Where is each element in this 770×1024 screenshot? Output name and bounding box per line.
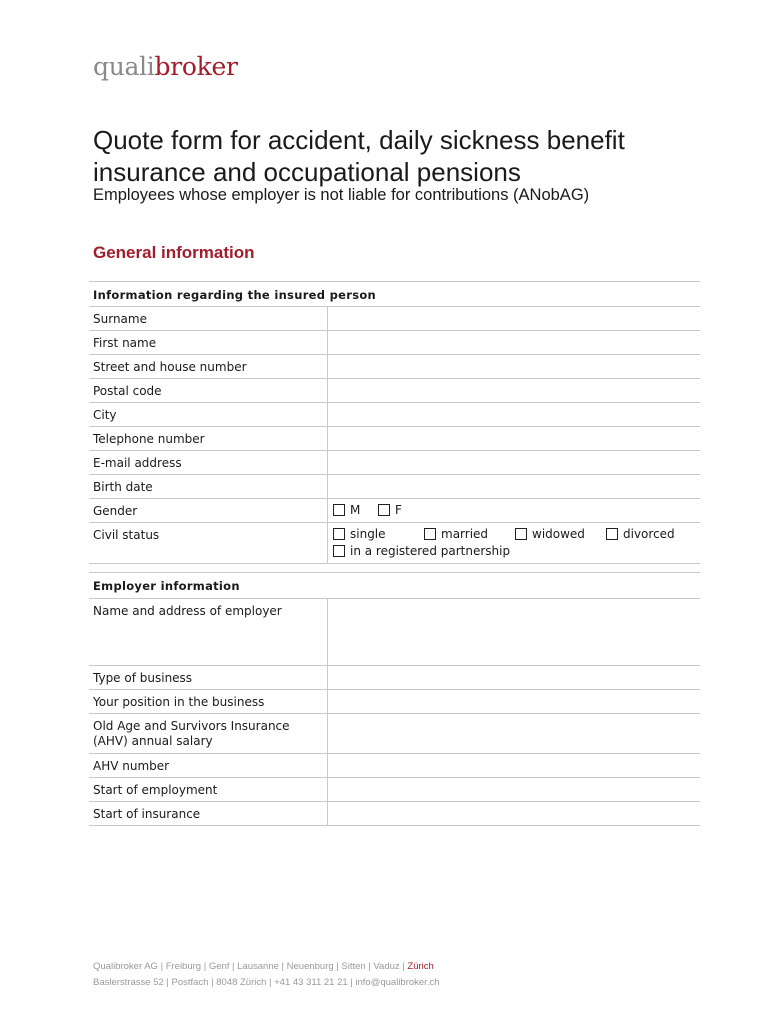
civil-married-label: married xyxy=(441,527,489,541)
row-civil-status xyxy=(89,523,700,564)
checkbox-icon[interactable] xyxy=(606,528,618,540)
birth-date-input[interactable] xyxy=(327,475,700,498)
footer-line-2: Baslerstrasse 52 | Postfach | 8048 Zürich | +41 43 311 21 21 | info@qualibroker.ch xyxy=(93,976,440,988)
row-ahv-salary xyxy=(89,714,700,754)
start-insurance-label: Start of insurance xyxy=(93,807,201,821)
civil-option-widowed[interactable] xyxy=(515,527,585,541)
civil-single-label: single xyxy=(350,527,386,541)
qualibroker-logo xyxy=(93,52,238,81)
insured-person-heading-row xyxy=(89,282,700,307)
row-first-name xyxy=(89,331,700,355)
logo-part-quali: quali xyxy=(93,52,155,81)
row-postal-code xyxy=(89,379,700,403)
row-city xyxy=(89,403,700,427)
row-start-insurance xyxy=(89,802,700,826)
street-label: Street and house number xyxy=(93,360,247,374)
row-email xyxy=(89,451,700,475)
checkbox-icon[interactable] xyxy=(515,528,527,540)
email-input[interactable] xyxy=(327,451,700,474)
gender-f-label: F xyxy=(395,503,402,517)
row-type-of-business xyxy=(89,666,700,690)
section-title-general: General information xyxy=(93,243,255,262)
row-position xyxy=(89,690,700,714)
footer-locations: Qualibroker AG | Freiburg | Genf | Lausanne | Neuenburg | Sitten | Vaduz | xyxy=(93,961,405,972)
footer-location-highlight: Zürich xyxy=(407,961,434,972)
civil-status-label: Civil status xyxy=(93,528,160,542)
gender-option-m[interactable] xyxy=(333,503,360,517)
checkbox-icon[interactable] xyxy=(333,528,345,540)
street-input[interactable] xyxy=(327,355,700,378)
civil-divorced-label: divorced xyxy=(623,527,675,541)
email-label: E-mail address xyxy=(93,456,182,470)
surname-input[interactable] xyxy=(327,307,700,330)
civil-option-partnership[interactable] xyxy=(333,544,510,558)
employer-table xyxy=(89,572,700,826)
gender-label: Gender xyxy=(93,504,138,518)
first-name-input[interactable] xyxy=(327,331,700,354)
type-of-business-input[interactable] xyxy=(327,666,700,689)
checkbox-icon[interactable] xyxy=(333,504,345,516)
postal-code-input[interactable] xyxy=(327,379,700,402)
row-street xyxy=(89,355,700,379)
civil-status-options xyxy=(327,523,700,563)
logo-part-broker: broker xyxy=(154,52,238,81)
form-subtitle: Employees whose employer is not liable for contributions (ANobAG) xyxy=(93,186,590,204)
row-surname xyxy=(89,307,700,331)
ahv-salary-label: Old Age and Survivors Insurance (AHV) annual salary xyxy=(93,719,290,748)
employer-heading-row xyxy=(89,573,700,599)
row-employer-name-address xyxy=(89,599,700,666)
telephone-input[interactable] xyxy=(327,427,700,450)
civil-option-divorced[interactable] xyxy=(606,527,675,541)
row-start-employment xyxy=(89,778,700,802)
birth-date-label: Birth date xyxy=(93,480,153,494)
civil-widowed-label: widowed xyxy=(532,527,585,541)
form-title: Quote form for accident, daily sickness benefit insurance and occupational pensions xyxy=(93,125,625,187)
start-employment-input[interactable] xyxy=(327,778,700,801)
telephone-label: Telephone number xyxy=(93,432,205,446)
start-employment-label: Start of employment xyxy=(93,783,218,797)
civil-option-married[interactable] xyxy=(424,527,488,541)
surname-label: Surname xyxy=(93,312,147,326)
checkbox-icon[interactable] xyxy=(333,545,345,557)
checkbox-icon[interactable] xyxy=(378,504,390,516)
row-ahv-number xyxy=(89,754,700,778)
employer-name-address-label: Name and address of employer xyxy=(93,604,282,618)
employer-name-address-input[interactable] xyxy=(327,599,700,665)
insured-person-heading: Information regarding the insured person xyxy=(93,288,377,302)
row-telephone xyxy=(89,427,700,451)
gender-options xyxy=(327,499,700,522)
row-gender xyxy=(89,499,700,523)
position-label: Your position in the business xyxy=(93,695,265,709)
ahv-salary-input[interactable] xyxy=(327,714,700,753)
start-insurance-input[interactable] xyxy=(327,802,700,825)
first-name-label: First name xyxy=(93,336,157,350)
footer xyxy=(93,959,440,990)
type-of-business-label: Type of business xyxy=(93,671,193,685)
city-label: City xyxy=(93,408,117,422)
employer-heading: Employer information xyxy=(93,579,240,593)
city-input[interactable] xyxy=(327,403,700,426)
postal-code-label: Postal code xyxy=(93,384,162,398)
position-input[interactable] xyxy=(327,690,700,713)
ahv-number-label: AHV number xyxy=(93,759,170,773)
footer-line-1 xyxy=(93,959,440,975)
civil-partnership-label: in a registered partnership xyxy=(350,544,511,558)
insured-person-table xyxy=(89,281,700,564)
ahv-number-input[interactable] xyxy=(327,754,700,777)
gender-m-label: M xyxy=(350,503,361,517)
row-birth-date xyxy=(89,475,700,499)
checkbox-icon[interactable] xyxy=(424,528,436,540)
gender-option-f[interactable] xyxy=(378,503,402,517)
civil-option-single[interactable] xyxy=(333,527,386,541)
